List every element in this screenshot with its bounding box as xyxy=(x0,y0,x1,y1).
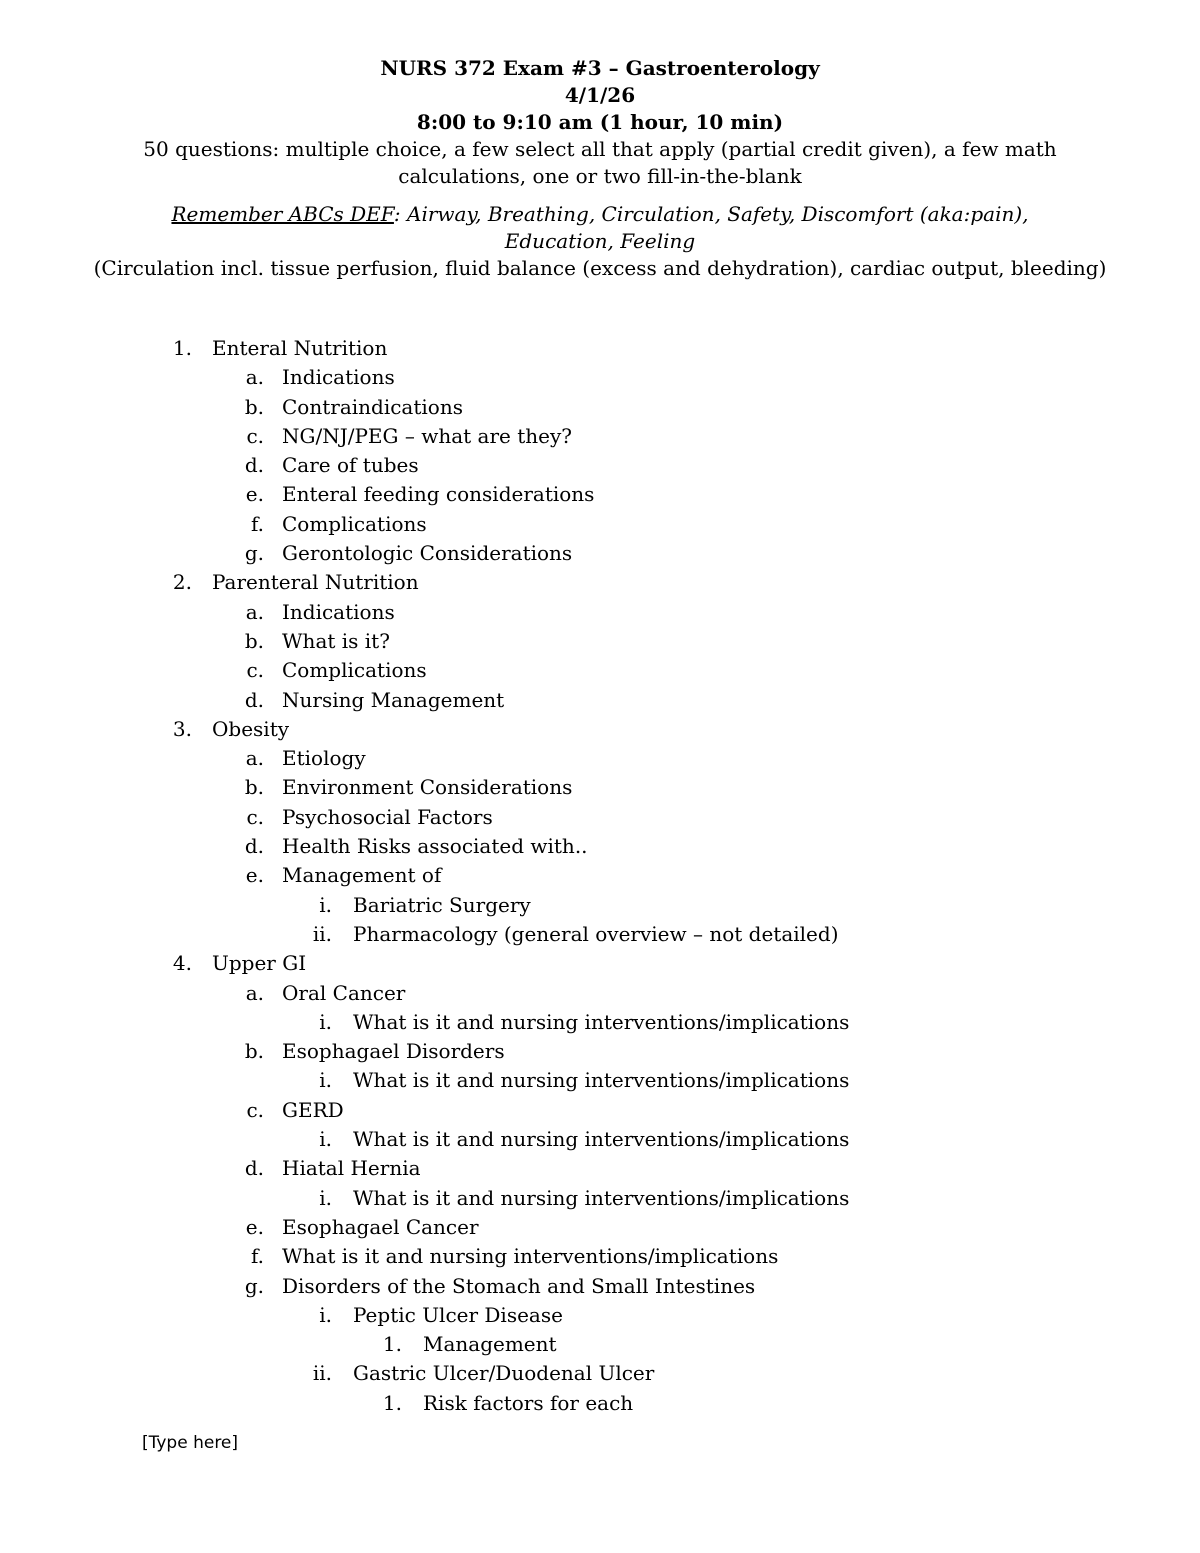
outline-item-level-3 xyxy=(0,920,1200,949)
outline-item-level-4 xyxy=(0,1389,1200,1418)
outline-marker: d. xyxy=(244,687,264,712)
outline-text: What is it and nursing interventions/implications xyxy=(353,1185,850,1210)
outline-marker: b. xyxy=(244,394,264,419)
outline-marker: b. xyxy=(244,775,264,800)
outline-text: Environment Considerations xyxy=(282,775,573,800)
outline-marker: f. xyxy=(250,1244,264,1269)
outline-text: NG/NJ/PEG – what are they? xyxy=(282,423,572,448)
outline-item-level-2 xyxy=(0,1154,1200,1183)
outline-text: Pharmacology (general overview – not detailed) xyxy=(353,921,839,946)
reminder-text: : Airway, Breathing, Circulation, Safety, Discomfort (aka:pain), xyxy=(393,202,1029,226)
outline-marker: a. xyxy=(245,746,264,771)
reminder-label: Remember ABCs DEF xyxy=(171,202,394,226)
outline-marker: i. xyxy=(319,892,332,917)
outline-marker: f. xyxy=(250,511,264,536)
exam-date: 4/1/26 xyxy=(564,83,636,107)
outline-marker: 1. xyxy=(382,1390,402,1415)
outline-text: Indications xyxy=(282,599,395,624)
exam-description-line-1: 50 questions: multiple choice, a few select all that apply (partial credit given), a few math xyxy=(143,137,1057,161)
outline-item-level-2 xyxy=(0,598,1200,627)
outline-marker: a. xyxy=(245,980,264,1005)
outline-text: Complications xyxy=(282,511,427,536)
outline-marker: c. xyxy=(246,658,264,683)
reminder-line-1 xyxy=(0,201,1200,228)
outline-item-level-2 xyxy=(0,1037,1200,1066)
outline-text: GERD xyxy=(282,1097,344,1122)
outline-marker: a. xyxy=(245,365,264,390)
outline-item-level-2 xyxy=(0,1096,1200,1125)
outline-item-level-2 xyxy=(0,1242,1200,1271)
outline-text: Management xyxy=(423,1332,557,1357)
outline-text: Upper GI xyxy=(212,951,307,976)
outline-marker: d. xyxy=(244,834,264,859)
outline-item-level-2 xyxy=(0,861,1200,890)
outline-item-level-2 xyxy=(0,803,1200,832)
footer-placeholder[interactable]: [Type here] xyxy=(142,1433,239,1453)
outline-text: Peptic Ulcer Disease xyxy=(353,1302,563,1327)
outline-marker: a. xyxy=(245,599,264,624)
outline-marker: e. xyxy=(245,1214,264,1239)
outline-marker: e. xyxy=(245,482,264,507)
exam-time: 8:00 to 9:10 am (1 hour, 10 min) xyxy=(416,110,784,134)
outline-marker: i. xyxy=(319,1009,332,1034)
outline-item-level-1 xyxy=(0,949,1200,978)
outline-item-level-2 xyxy=(0,363,1200,392)
outline-marker: i. xyxy=(319,1302,332,1327)
outline-item-level-2 xyxy=(0,422,1200,451)
outline-marker: ii. xyxy=(312,921,332,946)
outline-item-level-2 xyxy=(0,744,1200,773)
outline-marker: i. xyxy=(319,1068,332,1093)
exam-description-line-2: calculations, one or two fill-in-the-blank xyxy=(398,164,802,188)
outline-marker: ii. xyxy=(312,1361,332,1386)
outline-text: Disorders of the Stomach and Small Intestines xyxy=(282,1273,756,1298)
outline-text: What is it and nursing interventions/implications xyxy=(353,1068,850,1093)
outline-item-level-2 xyxy=(0,1272,1200,1301)
outline-item-level-3 xyxy=(0,1301,1200,1330)
outline-item-level-2 xyxy=(0,832,1200,861)
outline-text: Nursing Management xyxy=(282,687,505,712)
outline-text: Indications xyxy=(282,365,395,390)
outline-marker: g. xyxy=(244,541,264,566)
reminder-line-2: Education, Feeling xyxy=(504,229,696,253)
outline-text: Health Risks associated with.. xyxy=(282,834,588,859)
outline-marker: b. xyxy=(244,1039,264,1064)
exam-title: NURS 372 Exam #3 – Gastroenterology xyxy=(380,56,820,80)
outline-text: Complications xyxy=(282,658,427,683)
outline-marker: i. xyxy=(319,1185,332,1210)
outline-item-level-2 xyxy=(0,539,1200,568)
outline-marker: 3. xyxy=(172,716,192,741)
outline-text: Risk factors for each xyxy=(423,1390,634,1415)
outline-marker: c. xyxy=(246,1097,264,1122)
outline-item-level-2 xyxy=(0,510,1200,539)
outline-text: Psychosocial Factors xyxy=(282,804,493,829)
outline-item-level-1 xyxy=(0,334,1200,363)
outline-text: Enteral feeding considerations xyxy=(282,482,595,507)
outline-item-level-3 xyxy=(0,1359,1200,1388)
outline-item-level-2 xyxy=(0,451,1200,480)
outline-item-level-2 xyxy=(0,686,1200,715)
outline-text: Care of tubes xyxy=(282,453,419,478)
outline-marker: e. xyxy=(245,863,264,888)
outline-item-level-3 xyxy=(0,1066,1200,1095)
outline-text: Obesity xyxy=(212,716,290,741)
outline-marker: i. xyxy=(319,1127,332,1152)
outline-marker: c. xyxy=(246,804,264,829)
outline-item-level-2 xyxy=(0,656,1200,685)
outline-marker: d. xyxy=(244,453,264,478)
outline-text: Parenteral Nutrition xyxy=(212,570,419,595)
header-spacer xyxy=(0,190,1200,201)
outline-text: What is it and nursing interventions/implications xyxy=(282,1244,779,1269)
outline-text: Esophagael Cancer xyxy=(282,1214,479,1239)
outline-marker: c. xyxy=(246,423,264,448)
outline-text: Management of xyxy=(282,863,442,888)
outline-text: Oral Cancer xyxy=(282,980,406,1005)
topic-outline xyxy=(0,334,1200,1418)
outline-text: Contraindications xyxy=(282,394,463,419)
outline-item-level-1 xyxy=(0,568,1200,597)
outline-item-level-2 xyxy=(0,773,1200,802)
outline-text: What is it? xyxy=(282,628,390,653)
document-header xyxy=(0,55,1200,282)
outline-item-level-1 xyxy=(0,715,1200,744)
outline-text: Bariatric Surgery xyxy=(353,892,531,917)
outline-text: What is it and nursing interventions/implications xyxy=(353,1127,850,1152)
outline-text: Esophagael Disorders xyxy=(282,1039,505,1064)
outline-marker: 1. xyxy=(382,1332,402,1357)
outline-marker: d. xyxy=(244,1156,264,1181)
outline-text: Hiatal Hernia xyxy=(282,1156,421,1181)
outline-marker: b. xyxy=(244,628,264,653)
outline-text: Enteral Nutrition xyxy=(212,336,388,360)
outline-text: Gastric Ulcer/Duodenal Ulcer xyxy=(353,1361,655,1386)
outline-item-level-2 xyxy=(0,1213,1200,1242)
outline-marker: g. xyxy=(244,1273,264,1298)
outline-item-level-3 xyxy=(0,1008,1200,1037)
outline-item-level-2 xyxy=(0,480,1200,509)
outline-text: What is it and nursing interventions/implications xyxy=(353,1009,850,1034)
outline-marker: 1. xyxy=(172,336,192,360)
outline-marker: 2. xyxy=(172,570,192,595)
outline-item-level-3 xyxy=(0,891,1200,920)
outline-marker: 4. xyxy=(172,951,192,976)
outline-item-level-2 xyxy=(0,393,1200,422)
outline-text: Etiology xyxy=(282,746,366,771)
outline-item-level-2 xyxy=(0,627,1200,656)
outline-item-level-2 xyxy=(0,979,1200,1008)
outline-item-level-4 xyxy=(0,1330,1200,1359)
circulation-note: (Circulation incl. tissue perfusion, fluid balance (excess and dehydration), cardiac output, bleeding) xyxy=(93,256,1107,280)
outline-item-level-3 xyxy=(0,1125,1200,1154)
outline-item-level-3 xyxy=(0,1184,1200,1213)
outline-text: Gerontologic Considerations xyxy=(282,541,573,566)
